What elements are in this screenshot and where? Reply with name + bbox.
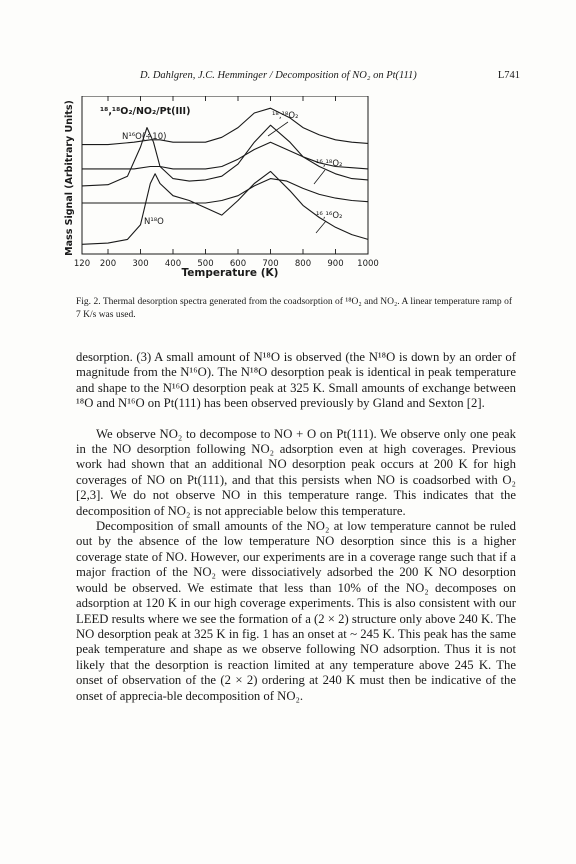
x-tick-label: 120 bbox=[73, 259, 91, 269]
arrow-o18 bbox=[268, 122, 288, 136]
x-tick-label: 500 bbox=[197, 259, 214, 269]
tds-figure bbox=[60, 96, 390, 291]
x-tick-label: 300 bbox=[132, 259, 149, 269]
desorption-curves bbox=[82, 108, 368, 244]
body-text bbox=[76, 350, 516, 704]
x-tick-label: 700 bbox=[262, 259, 279, 269]
x-tick-label: 400 bbox=[164, 259, 182, 269]
paragraph-1: desorption. (3) A small amount of N¹⁸O is observed (the N¹⁸O is down by an order of magnitude from the N¹⁶O). The N¹⁸O desorption peak is identical in peak temperature and shape to the N¹⁶O desorption peak at 325 K. Small amounts of exchange between ¹⁸O and N¹⁶O on Pt(111) has been observed previously by Gland and Sexton [2]. bbox=[76, 350, 516, 411]
series-line-4 bbox=[82, 171, 368, 244]
page-number: L741 bbox=[497, 70, 520, 81]
label-n18o: N¹⁸O bbox=[144, 217, 164, 227]
x-axis-label: Temperature (K) bbox=[181, 267, 279, 279]
x-ticks bbox=[82, 96, 368, 254]
arrow-o16 bbox=[316, 221, 326, 233]
plot-frame bbox=[82, 96, 368, 254]
x-tick-label: 1000 bbox=[357, 259, 379, 269]
arrow-mixed bbox=[314, 170, 325, 184]
y-axis-label: Mass Signal (Arbitrary Units) bbox=[64, 100, 75, 256]
x-tick-label: 800 bbox=[294, 259, 312, 269]
paragraph-2: We observe NO₂ to decompose to NO + O on Pt(111). We observe only one peak in the NO desorption following NO₂ adsorption even at high coverages. Previous work had shown that an additional NO desorption peak occurs at 200 K for high coverages of NO on Pt(111), and that this persists when NO is coadsorbed with O₂ [2,3]. We do not observe NO in this temperature range. This indicates that the decomposition of NO₂ is not appreciable below this temperature. bbox=[76, 426, 516, 518]
x-tick-label: 600 bbox=[229, 259, 247, 269]
paragraph-3: Decomposition of small amounts of the NO₂ at low temperature cannot be ruled out by the absence of the low temperature NO desorption since this is a higher coverage state of NO. However, our experiments are in a coverage range such that if a major fraction of the NO₂ were dissociatively adsorbed the 200 K NO desorption would be observed. We estimate that less than 10% of the NO₂ decomposes on adsorption at 120 K in our high coverage experiments. This is also consistent with our LEED results where we see the formation of a (2 × 2) structure only above 240 K. The NO desorption peak at 325 K in fig. 1 has an onset at ~ 245 K. This peak has the same peak temperature and shape as we observe following NO adsorption. Thus it is not likely that the desorption is reaction limited at any temperature above 245 K. The onset of observation of the (2 × 2) ordering at 240 K must then be indicative of the onset of apprecia-ble decomposition of NO₂. bbox=[76, 519, 516, 703]
label-mixed: ¹⁶,¹⁸O₂ bbox=[316, 159, 343, 169]
x-tick-label: 200 bbox=[99, 259, 117, 269]
x-tick-label: 900 bbox=[327, 259, 344, 269]
figure-title: ¹⁸,¹⁸O₂/NO₂/Pt(III) bbox=[100, 106, 191, 117]
label-n16o: N¹⁶O(÷10) bbox=[122, 132, 167, 142]
series-line-3 bbox=[82, 179, 368, 203]
label-o16: ¹⁶,¹⁶O₂ bbox=[316, 211, 343, 221]
plot-axes bbox=[82, 96, 368, 254]
running-title: D. Dahlgren, J.C. Hemminger / Decomposition of NO₂ on Pt(111) bbox=[140, 70, 417, 81]
running-head bbox=[140, 70, 520, 81]
figure-caption: Fig. 2. Thermal desorption spectra generated from the coadsorption of ¹⁸O₂ and NO₂. A linear temperature ramp of 7 K/s was used. bbox=[76, 297, 512, 320]
label-o18: ¹⁸,¹⁸O₂ bbox=[272, 111, 299, 121]
